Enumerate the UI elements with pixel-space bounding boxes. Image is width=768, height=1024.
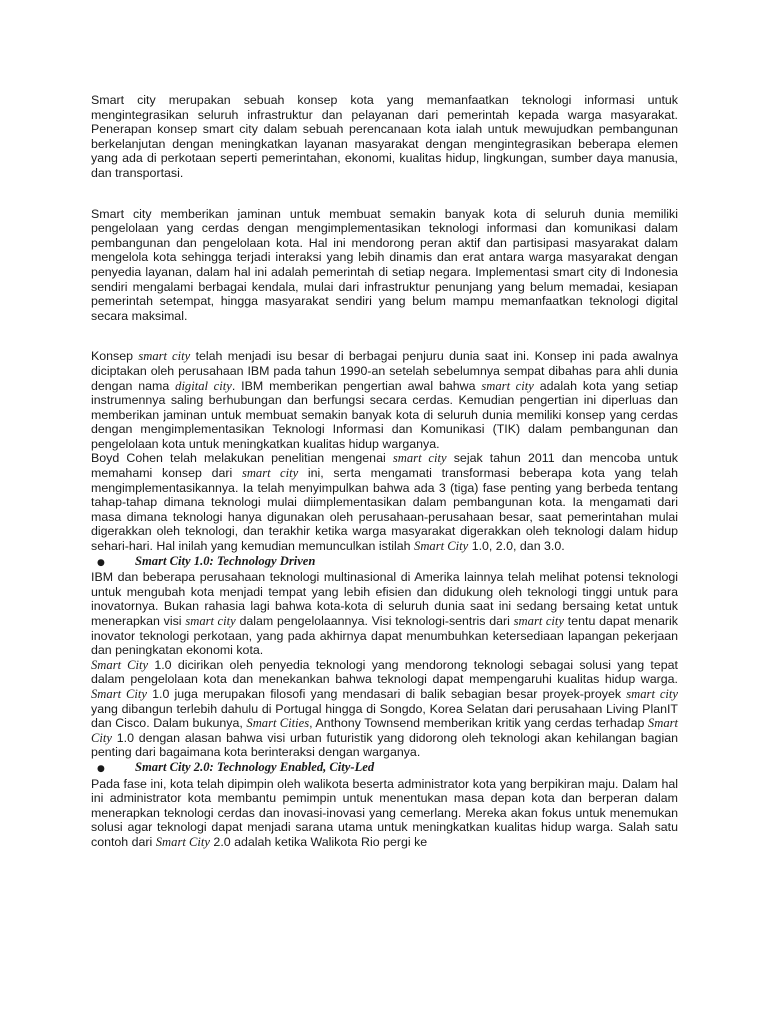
italic-term: Smart City	[91, 716, 679, 745]
paragraph-intro	[91, 93, 678, 181]
text-run: 2.0 adalah ketika Walikota Rio pergi ke	[209, 834, 428, 849]
italic-term: smart city	[481, 378, 534, 393]
italic-term: Smart City	[414, 539, 469, 554]
text-run: Smart City 1.0	[135, 553, 210, 568]
paragraph-text: Smart city memberikan jaminan untuk membuat semakin banyak kota di seluruh dunia memiliki pengelolaan yang cerdas dengan mengimplementasikan teknologi informasi dan komunikasi dalam pembangunan dan pengelolaan kota. Hal ini mendorong peran aktif dan partisipasi masyarakat dalam mengelola kota sehingga terjadi interaksi yang lebih dinamis dan erat antara warga masyarakat dengan penyedia layanan, dalam hal ini adalah pemerintah di setiap negara. Implementasi smart city di Indonesia sendiri mengalami berbagai kendala, mulai dari infrastruktur penunjang yang belum memadai, kesiapan pemerintah setempat, hingga masyarakat sendiri yang belum mampu memanfaatkan teknologi digital secara maksimal.	[91, 206, 678, 323]
text-run: :	[209, 553, 217, 568]
text-run: Technology Driven	[216, 553, 316, 568]
bullet-heading-text	[135, 554, 315, 569]
paragraph-ibm	[91, 570, 678, 658]
text-run: Technology Enabled, City-Led	[216, 759, 375, 774]
text-run: Konsep	[91, 349, 139, 364]
paragraph-text: Smart city merupakan sebuah konsep kota yang memanfaatkan teknologi informasi untuk mengintegrasikan seluruh infrastruktur dan pelayanan dari pemerintah kepada warga masyarakat. Penerapan konsep smart city dalam sebuah perencanaan kota ialah untuk mewujudkan pembangunan berkelanjutan dengan meningkatkan layanan masyarakat dengan mengintegrasikan beberapa elemen yang ada di perkotaan seperti pemerintahan, ekonomi, kualitas hidup, lingkungan, sumber daya manusia, dan transportasi.	[91, 93, 678, 180]
italic-term: digital city	[175, 378, 232, 393]
italic-term: Smart City	[155, 834, 210, 849]
italic-term: smart city	[138, 349, 191, 364]
text-run: ini, serta mengamati transformasi beberapa kota yang telah mengimplementasikannya. Ia telah menyimpulkan bahwa ada 3 (tiga) fase penting yang berbeda tentang tahap-tahap dimana teknologi mulai diimplementasikan dalam pembangunan kota. Ia mengamati dari masa dimana teknologi hanya digunakan oleh perusahaan-perusahaan besar, saat pemerintahan mulai digerakkan oleh teknologi, dan terakhir ketika warga masyarakat digerakkan oleh teknologi dalam hidup sehari-hari. Hal inilah yang kemudian memunculkan istilah	[91, 466, 678, 554]
text-run: :	[209, 759, 217, 774]
italic-term: smart city	[241, 466, 299, 481]
bullet-heading-smart-city-2	[91, 760, 678, 777]
text-run: Boyd Cohen telah melakukan penelitian mengenai	[91, 451, 393, 466]
paragraph-concept	[91, 349, 678, 451]
bullet-heading-text	[135, 760, 374, 775]
text-run: adalah kota yang setiap instrumennya saling berhubungan dan berfungsi secara cerdas. Kemudian pengertian ini diperluas dan memberikan jaminan untuk membuat semakin banyak kota di seluruh dunia memiliki konsep yang cerdas dengan mengimplementasikan Teknologi Informasi dan Komunikasi (TIK) dalam pembangunan dan pengelolaan kota untuk meningkatkan kualitas hidup warganya.	[91, 378, 678, 451]
bullet-icon: ●	[97, 763, 105, 774]
text-run: dalam pengelolaannya. Visi teknologi-sentris dari	[235, 614, 514, 628]
text-run: 1.0 dicirikan oleh penyedia teknologi yang mendorong teknologi sebagai solusi yang tepat dalam pengelolaan kota dan menekankan bahwa teknologi dapat mempengaruhi kualitas hidup warga.	[91, 657, 678, 687]
italic-term: Smart City	[91, 657, 149, 672]
text-run: sejak tahun 2011 dan mencoba untuk memahami konsep dari	[91, 451, 678, 481]
text-run: tentu dapat menarik inovator teknologi perkotaan, yang pada akhirnya dapat menumbuhkan ketersediaan lapangan pekerjaan dan peningkatan ekonomi kota.	[91, 614, 678, 658]
text-run: Smart City 2.0	[135, 759, 210, 774]
paragraph-smart-city-1	[91, 658, 678, 760]
italic-term: smart city	[392, 451, 447, 466]
bullet-heading-smart-city-1	[91, 554, 678, 571]
italic-term: Smart Cities	[246, 716, 310, 731]
italic-term: Smart City	[91, 686, 147, 701]
text-run: IBM dan beberapa perusahaan teknologi multinasional di Amerika lainnya telah melihat potensi teknologi untuk mengubah kota menjadi tempat yang lebih efisien dan didukung oleh teknologi tinggi untuk para inovatornya. Bukan rahasia lagi bahwa kota-kota di seluruh dunia saat ini sedang bersaing ketat untuk menerapkan visi	[91, 570, 678, 628]
text-run: 1.0 dengan alasan bahwa visi urban futuristik yang didorong oleh teknologi akan kehilangan bagian penting dari bagaimana kota berinteraksi dengan warganya.	[91, 730, 678, 760]
text-run: Pada fase ini, kota telah dipimpin oleh walikota beserta administrator kota yang berpikiran maju. Dalam hal ini administrator kota membantu pemimpin untuk menentukan masa depan kota dan berperan dalam menerapkan teknologi cerdas dan inovasi-inovasi yang cemerlang. Mereka akan fokus untuk menemukan solusi agar teknologi dapat menjadi sarana utama untuk meningkatkan kualitas hidup warga. Salah satu contoh dari	[91, 776, 678, 849]
text-run: . IBM memberikan pengertian awal bahwa	[231, 378, 482, 393]
bullet-icon: ●	[97, 557, 105, 568]
italic-term: smart city	[513, 614, 565, 628]
italic-term: smart city	[626, 686, 678, 701]
paragraph-boyd-cohen	[91, 451, 678, 553]
text-run: 1.0, 2.0, dan 3.0.	[468, 539, 565, 554]
paragraph-smart-city-2	[91, 777, 678, 850]
italic-term: smart city	[185, 614, 236, 628]
paragraph-guarantee	[91, 207, 678, 324]
text-run: 1.0 juga merupakan filosofi yang mendasari di balik sebagian besar proyek-proyek	[146, 686, 627, 701]
text-run: yang dibangun terlebih dahulu di Portugal hingga di Songdo, Korea Selatan dari perusahaan Living PlanIT dan Cisco. Dalam bukunya,	[91, 701, 678, 731]
text-run: telah menjadi isu besar di berbagai penjuru dunia saat ini. Konsep ini pada awalnya diciptakan oleh perusahaan IBM pada tahun 1990-an setelah sebelumnya sempat dibahas para ahli dunia dengan nama	[91, 349, 679, 393]
text-run: , Anthony Townsend memberikan kritik yang cerdas terhadap	[309, 716, 648, 731]
